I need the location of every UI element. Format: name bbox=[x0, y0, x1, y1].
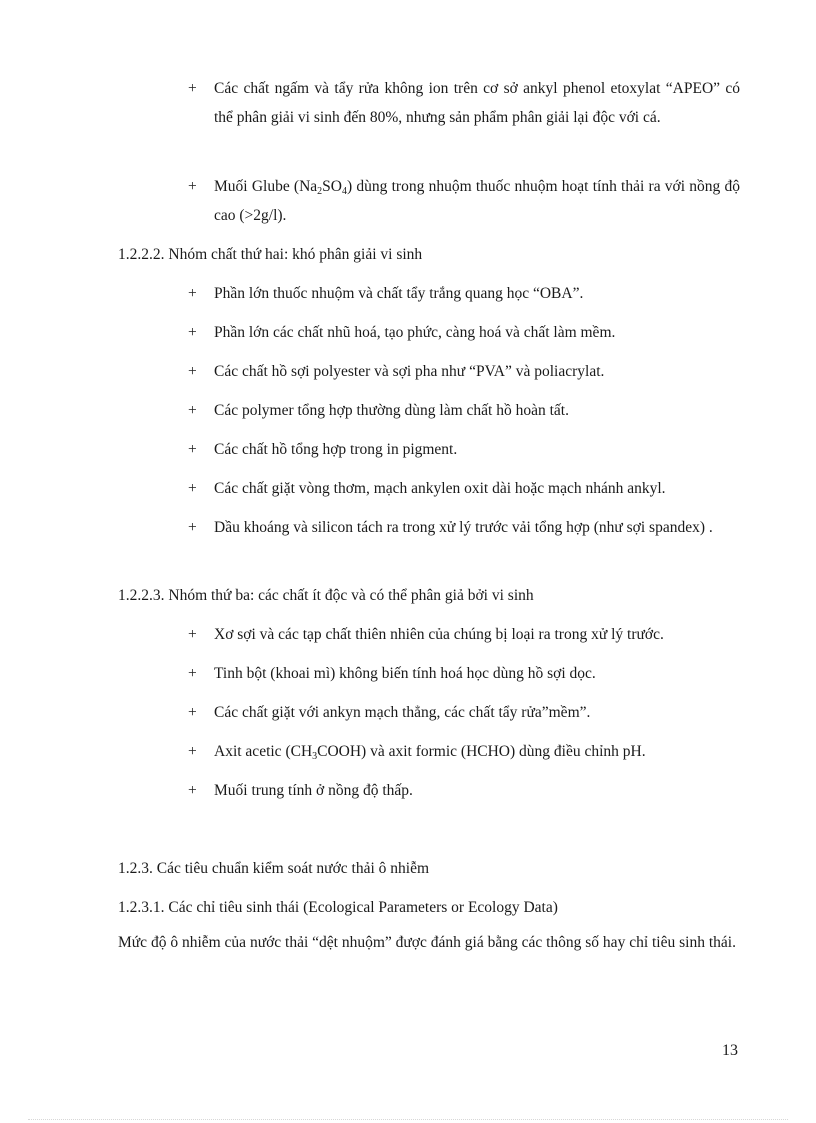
bullet-text: Muối trung tính ở nồng độ thấp. bbox=[214, 782, 413, 799]
bullet-item bbox=[188, 357, 740, 386]
bullet-marker: + bbox=[188, 626, 197, 643]
bullet-text: Muối Glube $(Na_2SO_4)$ dùng trong nhuộm thuốc nhuộm hoạt tính thải ra với nồng độ cao (>2g/l). bbox=[214, 178, 741, 224]
bullet-text: Các chất ngấm và tẩy rửa không ion trên cơ sở ankyl phenol etoxylat “APEO” có thể phân giải vi sinh đến 80%, nhưng sản phẩm phân giải lại độc với cá. bbox=[214, 80, 740, 126]
bullet-item bbox=[188, 659, 740, 688]
bullet-item bbox=[188, 776, 740, 805]
bullet-marker: + bbox=[188, 743, 197, 760]
bullet-item bbox=[188, 513, 740, 542]
bullet-item bbox=[188, 620, 740, 649]
bullet-text: Tinh bột (khoai mì) không biến tính hoá học dùng hồ sợi dọc. bbox=[214, 665, 596, 682]
bullet-marker: + bbox=[188, 665, 197, 682]
bullet-item bbox=[188, 698, 740, 727]
bullet-item bbox=[188, 396, 740, 425]
bullet-text: Xơ sợi và các tạp chất thiên nhiên của chúng bị loại ra trong xử lý trước. bbox=[214, 626, 664, 643]
bullet-marker: + bbox=[188, 363, 197, 380]
page-bottom-border bbox=[28, 1119, 788, 1120]
bullet-text: Axit acetic $(CH_3COOH)$ và axit formic (HCHO) dùng điều chỉnh pH. bbox=[214, 743, 646, 762]
bullet-text: Các chất hồ tổng hợp trong in pigment. bbox=[214, 441, 458, 458]
bullet-marker: + bbox=[188, 80, 197, 97]
bullet-text: Dầu khoáng và silicon tách ra trong xử lý trước vải tổng hợp (như sợi spandex) . bbox=[214, 519, 713, 536]
bullet-item bbox=[188, 318, 740, 347]
bullet-marker: + bbox=[188, 480, 197, 497]
body-paragraph: Mức độ ô nhiễm của nước thải “dệt nhuộm” được đánh giá bằng các thông số hay chỉ tiêu sinh thái. bbox=[118, 934, 736, 951]
bullet-marker: + bbox=[188, 519, 197, 536]
bullet-text: Phần lớn các chất nhũ hoá, tạo phức, càng hoá và chất làm mềm. bbox=[214, 324, 616, 341]
bullet-marker: + bbox=[188, 324, 197, 341]
bullet-item bbox=[188, 279, 740, 308]
bullet-text: Phần lớn thuốc nhuộm và chất tẩy trắng quang học “OBA”. bbox=[214, 285, 584, 302]
page-number: 13 bbox=[722, 1042, 738, 1059]
bullet-item bbox=[188, 474, 740, 503]
section-heading-1-2-2-2: 1.2.2.2. Nhóm chất thứ hai: khó phân giải vi sinh bbox=[118, 246, 423, 263]
bullet-marker: + bbox=[188, 178, 197, 195]
bullet-text: Các chất giặt vòng thơm, mạch ankylen oxit dài hoặc mạch nhánh ankyl. bbox=[214, 480, 666, 497]
bullet-marker: + bbox=[188, 285, 197, 302]
bullet-item-apeo bbox=[188, 74, 740, 132]
bullet-marker: + bbox=[188, 402, 197, 419]
section-heading-1-2-3-1: 1.2.3.1. Các chỉ tiêu sinh thái (Ecological Parameters or Ecology Data) bbox=[118, 899, 558, 916]
bullet-text: Các chất hồ sợi polyester và sợi pha như “PVA” và poliacrylat. bbox=[214, 363, 605, 380]
section-heading-1-2-3: 1.2.3. Các tiêu chuẩn kiểm soát nước thải ô nhiễm bbox=[118, 860, 430, 877]
bullet-marker: + bbox=[188, 782, 197, 799]
bullet-item bbox=[188, 435, 740, 464]
section-heading-1-2-2-3: 1.2.2.3. Nhóm thứ ba: các chất ít độc và có thể phân giả bởi vi sinh bbox=[118, 587, 534, 604]
bullet-marker: + bbox=[188, 704, 197, 721]
bullet-item bbox=[188, 737, 740, 766]
bullet-marker: + bbox=[188, 441, 197, 458]
bullet-text: Các polymer tổng hợp thường dùng làm chất hồ hoàn tất. bbox=[214, 402, 569, 419]
bullet-text: Các chất giặt với ankyn mạch thẳng, các chất tẩy rửa”mềm”. bbox=[214, 704, 591, 721]
bullet-item-glube-salt bbox=[188, 172, 740, 230]
